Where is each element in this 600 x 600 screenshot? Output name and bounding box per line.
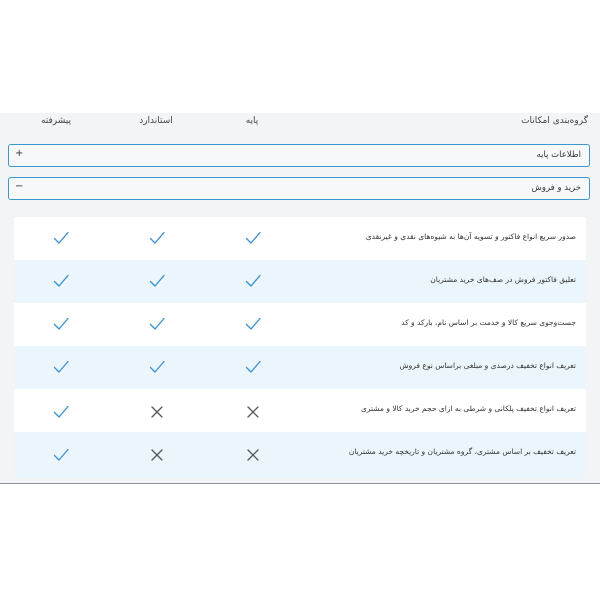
accordion-sales[interactable]	[8, 177, 590, 200]
table-row	[14, 303, 586, 346]
basic-check-icon	[244, 358, 262, 376]
feature-label: تعلیق فاکتور فروش در صف‌های خرید مشتریان	[430, 275, 576, 284]
accordion-basic-info-title: اطلاعات پایه	[536, 150, 581, 160]
standard-cross-icon	[148, 403, 166, 421]
standard-cross-icon	[148, 446, 166, 464]
standard-check-icon	[148, 358, 166, 376]
features-table	[14, 217, 586, 478]
advanced-check-icon	[52, 272, 70, 290]
advanced-plan-header: پیشرفته	[40, 116, 72, 126]
basic-check-icon	[244, 229, 262, 247]
feature-label: جست‌وجوی سریع کالا و خدمت بر اساس نام، بارکد و کد	[401, 318, 576, 327]
accordion-sales-title: خرید و فروش	[531, 183, 581, 193]
features-column-header: گروه‌بندی امکانات	[521, 116, 588, 126]
basic-check-icon	[244, 315, 262, 333]
basic-cross-icon	[244, 446, 262, 464]
table-row	[14, 389, 586, 432]
advanced-check-icon	[52, 358, 70, 376]
plus-icon[interactable]: +	[15, 148, 24, 159]
feature-label: صدور سریع انواع فاکتور و تسویه آن‌ها به شیوه‌های نقدی و غیرنقدی	[365, 232, 576, 241]
feature-label: تعریف انواع تخفیف پلکانی و شرطی به ازای حجم خرید کالا و مشتری	[360, 404, 576, 413]
basic-check-icon	[244, 272, 262, 290]
standard-plan-header: استاندارد	[139, 116, 173, 126]
feature-label: تعریف انواع تخفیف درصدی و مبلغی براساس نوع فروش	[399, 361, 576, 370]
feature-label: تعریف تخفیف بر اساس مشتری، گروه مشتریان و تاریخچه خرید مشتریان	[348, 447, 576, 456]
table-row	[14, 432, 586, 478]
table-row	[14, 346, 586, 389]
table-header	[0, 113, 600, 135]
minus-icon[interactable]: −	[15, 181, 24, 192]
basic-cross-icon	[244, 403, 262, 421]
advanced-check-icon	[52, 403, 70, 421]
advanced-check-icon	[52, 315, 70, 333]
table-row	[14, 260, 586, 303]
advanced-check-icon	[52, 229, 70, 247]
plans-comparison-panel	[0, 113, 600, 484]
standard-check-icon	[148, 315, 166, 333]
standard-check-icon	[148, 229, 166, 247]
advanced-check-icon	[52, 446, 70, 464]
standard-check-icon	[148, 272, 166, 290]
accordion-basic-info[interactable]	[8, 144, 590, 167]
basic-plan-header: پایه	[245, 116, 259, 126]
table-row	[14, 217, 586, 260]
